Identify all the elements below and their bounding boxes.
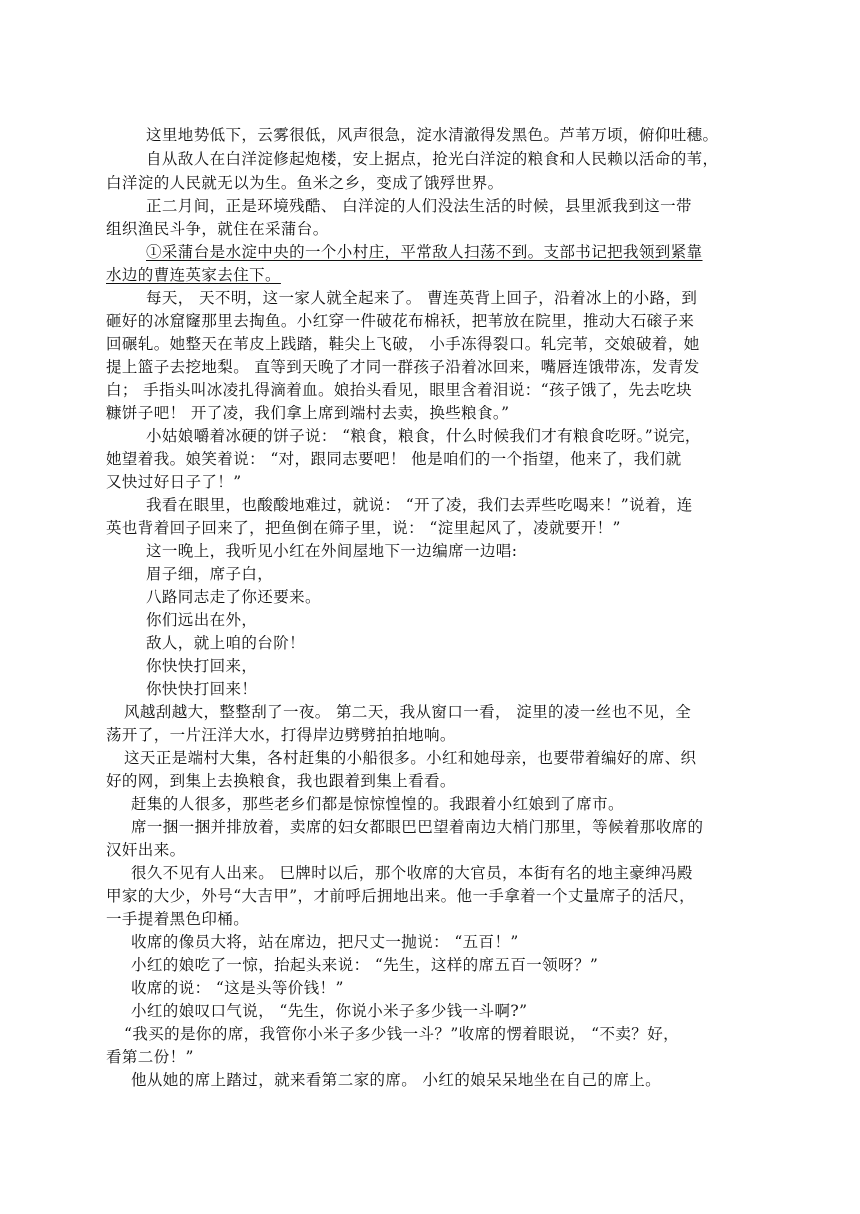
text-line: 汉奸出来。	[106, 841, 186, 859]
song-line: 你快快打回来，	[146, 657, 258, 675]
song-line: 你快快打回来！	[146, 680, 258, 698]
text-line: 赶集的人很多，那些老乡们都是惊惊惶惶的。我跟着小红娘到了席市。	[131, 795, 624, 813]
text-line: 一手提着黑色印桶。	[106, 910, 250, 928]
text-line: 白； 手指头叫冰凌扎得滴着血。娘抬头看见，眼里含着泪说：“孩子饿了，先去吃块	[106, 381, 693, 399]
text-line: 我看在眼里，也酸酸地难过，就说： “开了凌，我们去弄些吃喝来！”说着，连	[146, 496, 693, 514]
song-line: 你们远出在外，	[146, 611, 258, 629]
text-line: 自从敌人在白洋淀修起炮楼，安上据点，抢光白洋淀的粮食和人民赖以活命的苇，	[146, 150, 719, 168]
text-line: 又快过好日子了！”	[106, 473, 242, 491]
song-line: 八路同志走了你还要来。	[146, 588, 321, 606]
text-line: 这一晚上，我听见小红在外间屋地下一边编席一边唱:	[146, 542, 518, 560]
underlined-text-line: ①采蒲台是水淀中央的一个小村庄，平常敌人扫荡不到。支部书记把我领到紧靠	[146, 243, 703, 261]
text-line: 他从她的席上踏过，就来看第二家的席。 小红的娘呆呆地坐在自己的席上。	[131, 1071, 662, 1089]
text-line: 回碾轧。她整天在苇皮上践踏，鞋尖上飞破， 小手冻得裂口。轧完苇，交娘破着，她	[106, 335, 700, 353]
text-line: 白洋淀的人民就无以为生。鱼米之乡，变成了饿殍世界。	[106, 174, 504, 192]
text-line: 甲家的大少，外号“大吉甲”，才前呼后拥地出来。他一手拿着一个丈量席子的活尺，	[106, 887, 696, 905]
text-line: 糠饼子吧！ 开了凌，我们拿上席到端村去卖，换些粮食。”	[106, 404, 510, 422]
text-line: 砸好的冰窟窿那里去掏鱼。小红穿一件破花布棉袄，把苇放在院里，推动大石磙子来	[106, 312, 695, 330]
text-line: 很久不见有人出来。 巳牌时以后，那个收席的大官员，本街有名的地主豪绅冯殿	[131, 864, 693, 882]
text-line: “我买的是你的席，我管你小米子多少钱一斗？”收席的愣着眼说， “不卖？好，	[124, 1025, 680, 1043]
text-line: 席一捆一捆并排放着，卖席的妇女都眼巴巴望着南边大梢门那里，等候着那收席的	[131, 818, 704, 836]
text-line: 小姑娘嚼着冰硬的饼子说： “粮食，粮食，什么时候我们才有粮食吃呀。”说完，	[146, 427, 701, 445]
text-line: 每天， 天不明，这一家人就全起来了。 曹连英背上回子，沿着冰上的小路，到	[146, 289, 698, 307]
text-line: 看第二份！”	[106, 1048, 194, 1066]
text-line: 收席的像员大将，站在席边，把尺丈一抛说： “五百！”	[131, 933, 519, 951]
text-line: 风越刮越大，整整刮了一夜。 第二天，我从窗口一看， 淀里的凌一丝也不见，全	[124, 703, 692, 721]
text-line: 小红的娘吃了一惊，抬起头来说： “先生，这样的席五百一领呀？”	[131, 956, 599, 974]
song-line: 敌人，就上咱的台阶！	[146, 634, 306, 652]
text-line: 好的网，到集上去换粮食，我也跟着到集上看看。	[106, 772, 456, 790]
text-line: 她望着我。娘笑着说： “对，跟同志要吧！ 他是咱们的一个指望，他来了，我们就	[106, 450, 682, 468]
text-line: 正二月间，正是环境残酷、 白洋淀的人们没法生活的时候，县里派我到这一带	[146, 197, 692, 215]
text-line: 组织渔民斗争，就住在采蒲台。	[106, 220, 329, 238]
text-line: 收席的说： “这是头等价钱！”	[131, 979, 344, 997]
text-line: 这里地势低下，云雾很低，风声很急，淀水清澈得发黑色。芦苇万顷，俯仰吐穗。	[146, 126, 719, 144]
text-line: 这天正是端村大集，各村赶集的小船很多。小红和她母亲，也要带着编好的席、织	[124, 749, 697, 767]
underlined-text-line: 水边的曹连英家去住下。	[106, 266, 281, 284]
text-line: 提上篮子去挖地梨。 直等到天晚了才同一群孩子沿着冰回来，嘴唇连饿带冻，发青发	[106, 358, 700, 376]
text-line: 英也背着回子回来了，把鱼倒在筛子里，说： “淀里起风了，凌就要开！”	[106, 519, 621, 537]
song-line: 眉子细，席子白，	[146, 565, 274, 583]
text-line: 荡开了，一片汪洋大水，打得岸边劈劈拍拍地响。	[106, 726, 456, 744]
text-line: 小红的娘叹口气说， “先生，你说小米子多少钱一斗啊?”	[131, 1002, 528, 1020]
